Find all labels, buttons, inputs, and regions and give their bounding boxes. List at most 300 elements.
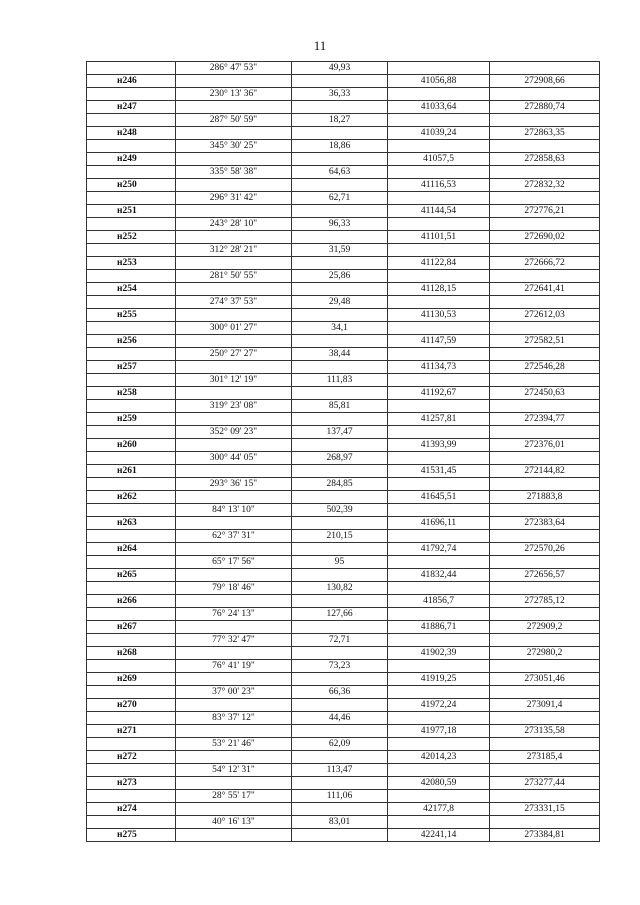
empty-cell: [176, 673, 292, 686]
empty-cell: [87, 88, 176, 101]
point-name: н270: [87, 699, 176, 712]
point-row: [87, 777, 600, 790]
empty-cell: [176, 361, 292, 374]
empty-cell: [176, 699, 292, 712]
empty-cell: [388, 322, 490, 335]
point-row: [87, 153, 600, 166]
empty-cell: [176, 777, 292, 790]
segment-angle: 352° 09' 23": [176, 426, 292, 439]
segment-angle: 243° 28' 10": [176, 218, 292, 231]
empty-cell: [388, 270, 490, 283]
segment-angle: 77° 32' 47": [176, 634, 292, 647]
segment-length: 111,06: [292, 790, 388, 803]
empty-cell: [490, 660, 600, 673]
empty-cell: [87, 62, 176, 75]
point-y-coordinate: 272144,82: [490, 465, 600, 478]
point-name: н247: [87, 101, 176, 114]
empty-cell: [490, 712, 600, 725]
point-row: [87, 543, 600, 556]
empty-cell: [176, 205, 292, 218]
point-x-coordinate: 41116,53: [388, 179, 490, 192]
segment-length: 62,09: [292, 738, 388, 751]
empty-cell: [292, 231, 388, 244]
empty-cell: [388, 400, 490, 413]
point-y-coordinate: 272863,35: [490, 127, 600, 140]
empty-cell: [490, 400, 600, 413]
point-row: [87, 725, 600, 738]
segment-length: 502,39: [292, 504, 388, 517]
point-name: н252: [87, 231, 176, 244]
empty-cell: [87, 114, 176, 127]
point-name: н255: [87, 309, 176, 322]
point-y-coordinate: 272383,64: [490, 517, 600, 530]
empty-cell: [388, 608, 490, 621]
segment-length: 34,1: [292, 322, 388, 335]
empty-cell: [87, 582, 176, 595]
empty-cell: [292, 491, 388, 504]
segment-row: [87, 712, 600, 725]
point-name: н261: [87, 465, 176, 478]
empty-cell: [292, 413, 388, 426]
empty-cell: [490, 504, 600, 517]
segment-angle: 62° 37' 31": [176, 530, 292, 543]
point-row: [87, 595, 600, 608]
point-name: н267: [87, 621, 176, 634]
point-x-coordinate: 41531,45: [388, 465, 490, 478]
empty-cell: [87, 166, 176, 179]
segment-row: [87, 166, 600, 179]
segment-angle: 28° 55' 17": [176, 790, 292, 803]
empty-cell: [176, 595, 292, 608]
empty-cell: [388, 712, 490, 725]
empty-cell: [87, 530, 176, 543]
empty-cell: [292, 75, 388, 88]
segment-row: [87, 270, 600, 283]
empty-cell: [292, 205, 388, 218]
point-row: [87, 621, 600, 634]
empty-cell: [490, 452, 600, 465]
segment-row: [87, 634, 600, 647]
point-row: [87, 751, 600, 764]
segment-row: [87, 244, 600, 257]
segment-angle: 312° 28' 21": [176, 244, 292, 257]
point-x-coordinate: 41393,99: [388, 439, 490, 452]
empty-cell: [87, 452, 176, 465]
empty-cell: [176, 257, 292, 270]
segment-row: [87, 504, 600, 517]
segment-length: 36,33: [292, 88, 388, 101]
point-row: [87, 439, 600, 452]
empty-cell: [490, 374, 600, 387]
point-y-coordinate: 272832,32: [490, 179, 600, 192]
segment-length: 210,15: [292, 530, 388, 543]
segment-row: [87, 556, 600, 569]
point-y-coordinate: 272776,21: [490, 205, 600, 218]
empty-cell: [87, 270, 176, 283]
empty-cell: [490, 348, 600, 361]
empty-cell: [292, 101, 388, 114]
point-x-coordinate: 41792,74: [388, 543, 490, 556]
empty-cell: [87, 192, 176, 205]
segment-row: [87, 218, 600, 231]
empty-cell: [87, 426, 176, 439]
empty-cell: [87, 504, 176, 517]
point-row: [87, 673, 600, 686]
empty-cell: [176, 439, 292, 452]
point-name: н251: [87, 205, 176, 218]
point-x-coordinate: 41696,11: [388, 517, 490, 530]
point-x-coordinate: 41886,71: [388, 621, 490, 634]
empty-cell: [490, 738, 600, 751]
segment-angle: 37° 00' 23": [176, 686, 292, 699]
segment-row: [87, 686, 600, 699]
segment-row: [87, 400, 600, 413]
empty-cell: [176, 543, 292, 556]
empty-cell: [388, 582, 490, 595]
coordinates-table-body: [87, 62, 600, 842]
empty-cell: [176, 101, 292, 114]
point-x-coordinate: 41147,59: [388, 335, 490, 348]
point-y-coordinate: 272785,12: [490, 595, 600, 608]
point-y-coordinate: 272641,41: [490, 283, 600, 296]
segment-angle: 301° 12' 19": [176, 374, 292, 387]
empty-cell: [490, 478, 600, 491]
segment-length: 95: [292, 556, 388, 569]
empty-cell: [292, 725, 388, 738]
point-x-coordinate: 42241,14: [388, 829, 490, 842]
empty-cell: [292, 387, 388, 400]
point-y-coordinate: 272570,26: [490, 543, 600, 556]
point-y-coordinate: 272450,63: [490, 387, 600, 400]
point-x-coordinate: 41128,15: [388, 283, 490, 296]
point-name: н248: [87, 127, 176, 140]
empty-cell: [388, 790, 490, 803]
point-name: н258: [87, 387, 176, 400]
empty-cell: [388, 556, 490, 569]
empty-cell: [292, 361, 388, 374]
point-x-coordinate: 41101,51: [388, 231, 490, 244]
point-x-coordinate: 41056,88: [388, 75, 490, 88]
empty-cell: [388, 452, 490, 465]
point-row: [87, 699, 600, 712]
empty-cell: [490, 816, 600, 829]
empty-cell: [388, 374, 490, 387]
empty-cell: [87, 322, 176, 335]
segment-length: 25,86: [292, 270, 388, 283]
point-row: [87, 361, 600, 374]
point-name: н271: [87, 725, 176, 738]
empty-cell: [176, 725, 292, 738]
point-row: [87, 465, 600, 478]
segment-length: 18,86: [292, 140, 388, 153]
empty-cell: [388, 348, 490, 361]
segment-length: 49,93: [292, 62, 388, 75]
empty-cell: [176, 465, 292, 478]
point-x-coordinate: 41832,44: [388, 569, 490, 582]
point-name: н269: [87, 673, 176, 686]
empty-cell: [292, 751, 388, 764]
segment-row: [87, 140, 600, 153]
empty-cell: [490, 764, 600, 777]
empty-cell: [176, 127, 292, 140]
segment-angle: 296° 31' 42": [176, 192, 292, 205]
point-y-coordinate: 273331,15: [490, 803, 600, 816]
empty-cell: [176, 621, 292, 634]
segment-angle: 293° 36' 15": [176, 478, 292, 491]
point-row: [87, 231, 600, 244]
empty-cell: [87, 296, 176, 309]
segment-angle: 274° 37' 53": [176, 296, 292, 309]
point-row: [87, 517, 600, 530]
empty-cell: [87, 764, 176, 777]
point-name: н275: [87, 829, 176, 842]
empty-cell: [490, 140, 600, 153]
point-x-coordinate: 41039,24: [388, 127, 490, 140]
point-x-coordinate: 41919,25: [388, 673, 490, 686]
empty-cell: [292, 517, 388, 530]
empty-cell: [490, 192, 600, 205]
point-x-coordinate: 41122,84: [388, 257, 490, 270]
empty-cell: [490, 556, 600, 569]
point-x-coordinate: 41902,39: [388, 647, 490, 660]
segment-row: [87, 790, 600, 803]
segment-row: [87, 192, 600, 205]
segment-length: 130,82: [292, 582, 388, 595]
empty-cell: [490, 270, 600, 283]
empty-cell: [87, 140, 176, 153]
empty-cell: [388, 192, 490, 205]
segment-length: 96,33: [292, 218, 388, 231]
empty-cell: [490, 426, 600, 439]
segment-row: [87, 88, 600, 101]
point-name: н272: [87, 751, 176, 764]
segment-row: [87, 608, 600, 621]
segment-row: [87, 62, 600, 75]
empty-cell: [490, 296, 600, 309]
empty-cell: [176, 283, 292, 296]
empty-cell: [490, 634, 600, 647]
empty-cell: [292, 465, 388, 478]
point-row: [87, 647, 600, 660]
empty-cell: [87, 816, 176, 829]
empty-cell: [176, 335, 292, 348]
empty-cell: [490, 686, 600, 699]
empty-cell: [176, 517, 292, 530]
segment-angle: 76° 41' 19": [176, 660, 292, 673]
point-y-coordinate: 271883,8: [490, 491, 600, 504]
point-y-coordinate: 272394,77: [490, 413, 600, 426]
segment-row: [87, 660, 600, 673]
segment-length: 73,23: [292, 660, 388, 673]
empty-cell: [87, 218, 176, 231]
point-y-coordinate: 273051,46: [490, 673, 600, 686]
segment-angle: 83° 37' 12": [176, 712, 292, 725]
point-x-coordinate: 41977,18: [388, 725, 490, 738]
empty-cell: [292, 803, 388, 816]
empty-cell: [292, 179, 388, 192]
empty-cell: [388, 426, 490, 439]
point-row: [87, 803, 600, 816]
point-x-coordinate: 41972,24: [388, 699, 490, 712]
point-name: н266: [87, 595, 176, 608]
point-y-coordinate: 272980,2: [490, 647, 600, 660]
empty-cell: [388, 530, 490, 543]
empty-cell: [490, 114, 600, 127]
segment-length: 44,46: [292, 712, 388, 725]
empty-cell: [388, 686, 490, 699]
segment-angle: 79° 18' 46": [176, 582, 292, 595]
point-name: н246: [87, 75, 176, 88]
empty-cell: [176, 829, 292, 842]
segment-length: 113,47: [292, 764, 388, 777]
empty-cell: [292, 309, 388, 322]
point-row: [87, 413, 600, 426]
point-x-coordinate: 41257,81: [388, 413, 490, 426]
empty-cell: [292, 283, 388, 296]
point-name: н260: [87, 439, 176, 452]
empty-cell: [388, 660, 490, 673]
point-row: [87, 257, 600, 270]
empty-cell: [87, 634, 176, 647]
point-x-coordinate: 41856,7: [388, 595, 490, 608]
segment-angle: 40° 16' 13": [176, 816, 292, 829]
point-x-coordinate: 41144,54: [388, 205, 490, 218]
empty-cell: [176, 647, 292, 660]
empty-cell: [87, 686, 176, 699]
segment-angle: 319° 23' 08": [176, 400, 292, 413]
point-y-coordinate: 272546,28: [490, 361, 600, 374]
segment-length: 18,27: [292, 114, 388, 127]
point-y-coordinate: 272858,63: [490, 153, 600, 166]
point-name: н254: [87, 283, 176, 296]
page-number: 11: [313, 38, 327, 53]
empty-cell: [292, 127, 388, 140]
empty-cell: [388, 62, 490, 75]
point-name: н273: [87, 777, 176, 790]
segment-row: [87, 738, 600, 751]
segment-angle: 335° 58' 38": [176, 166, 292, 179]
empty-cell: [388, 816, 490, 829]
point-y-coordinate: 272908,66: [490, 75, 600, 88]
segment-angle: 300° 01' 27": [176, 322, 292, 335]
segment-angle: 287° 50' 59": [176, 114, 292, 127]
point-y-coordinate: 272666,72: [490, 257, 600, 270]
point-name: н268: [87, 647, 176, 660]
empty-cell: [176, 153, 292, 166]
point-row: [87, 283, 600, 296]
segment-row: [87, 426, 600, 439]
empty-cell: [176, 75, 292, 88]
segment-row: [87, 530, 600, 543]
empty-cell: [87, 478, 176, 491]
point-y-coordinate: 273277,44: [490, 777, 600, 790]
empty-cell: [292, 153, 388, 166]
segment-length: 85,81: [292, 400, 388, 413]
empty-cell: [490, 62, 600, 75]
point-y-coordinate: 272376,01: [490, 439, 600, 452]
point-row: [87, 829, 600, 842]
point-name: н249: [87, 153, 176, 166]
point-name: н259: [87, 413, 176, 426]
segment-row: [87, 348, 600, 361]
empty-cell: [176, 751, 292, 764]
empty-cell: [292, 569, 388, 582]
empty-cell: [292, 543, 388, 556]
empty-cell: [388, 634, 490, 647]
segment-length: 62,71: [292, 192, 388, 205]
point-x-coordinate: 41192,67: [388, 387, 490, 400]
point-name: н264: [87, 543, 176, 556]
segment-angle: 250° 27' 27": [176, 348, 292, 361]
segment-angle: 345° 30' 25": [176, 140, 292, 153]
point-name: н257: [87, 361, 176, 374]
segment-row: [87, 452, 600, 465]
point-name: н274: [87, 803, 176, 816]
point-row: [87, 335, 600, 348]
empty-cell: [292, 439, 388, 452]
point-y-coordinate: 272582,51: [490, 335, 600, 348]
empty-cell: [388, 478, 490, 491]
point-x-coordinate: 41130,53: [388, 309, 490, 322]
empty-cell: [388, 764, 490, 777]
segment-length: 137,47: [292, 426, 388, 439]
empty-cell: [87, 660, 176, 673]
point-x-coordinate: 41033,64: [388, 101, 490, 114]
empty-cell: [292, 335, 388, 348]
segment-length: 111,83: [292, 374, 388, 387]
point-name: н265: [87, 569, 176, 582]
point-name: н253: [87, 257, 176, 270]
segment-length: 83,01: [292, 816, 388, 829]
empty-cell: [388, 504, 490, 517]
segment-row: [87, 114, 600, 127]
point-row: [87, 569, 600, 582]
empty-cell: [292, 699, 388, 712]
empty-cell: [388, 140, 490, 153]
segment-angle: 54° 12' 31": [176, 764, 292, 777]
point-y-coordinate: 272612,03: [490, 309, 600, 322]
point-y-coordinate: 272656,57: [490, 569, 600, 582]
segment-row: [87, 816, 600, 829]
empty-cell: [490, 218, 600, 231]
coordinates-table: [86, 61, 600, 842]
point-row: [87, 205, 600, 218]
empty-cell: [176, 179, 292, 192]
empty-cell: [388, 296, 490, 309]
empty-cell: [490, 244, 600, 257]
point-name: н262: [87, 491, 176, 504]
empty-cell: [176, 387, 292, 400]
segment-row: [87, 296, 600, 309]
empty-cell: [176, 803, 292, 816]
empty-cell: [388, 244, 490, 257]
point-row: [87, 127, 600, 140]
point-name: н256: [87, 335, 176, 348]
segment-angle: 65° 17' 56": [176, 556, 292, 569]
point-row: [87, 491, 600, 504]
point-x-coordinate: 42014,23: [388, 751, 490, 764]
segment-length: 31,59: [292, 244, 388, 257]
point-y-coordinate: 273135,58: [490, 725, 600, 738]
point-name: н263: [87, 517, 176, 530]
empty-cell: [388, 114, 490, 127]
point-y-coordinate: 273091,4: [490, 699, 600, 712]
segment-row: [87, 374, 600, 387]
point-row: [87, 75, 600, 88]
empty-cell: [87, 374, 176, 387]
empty-cell: [292, 257, 388, 270]
segment-angle: 300° 44' 05": [176, 452, 292, 465]
